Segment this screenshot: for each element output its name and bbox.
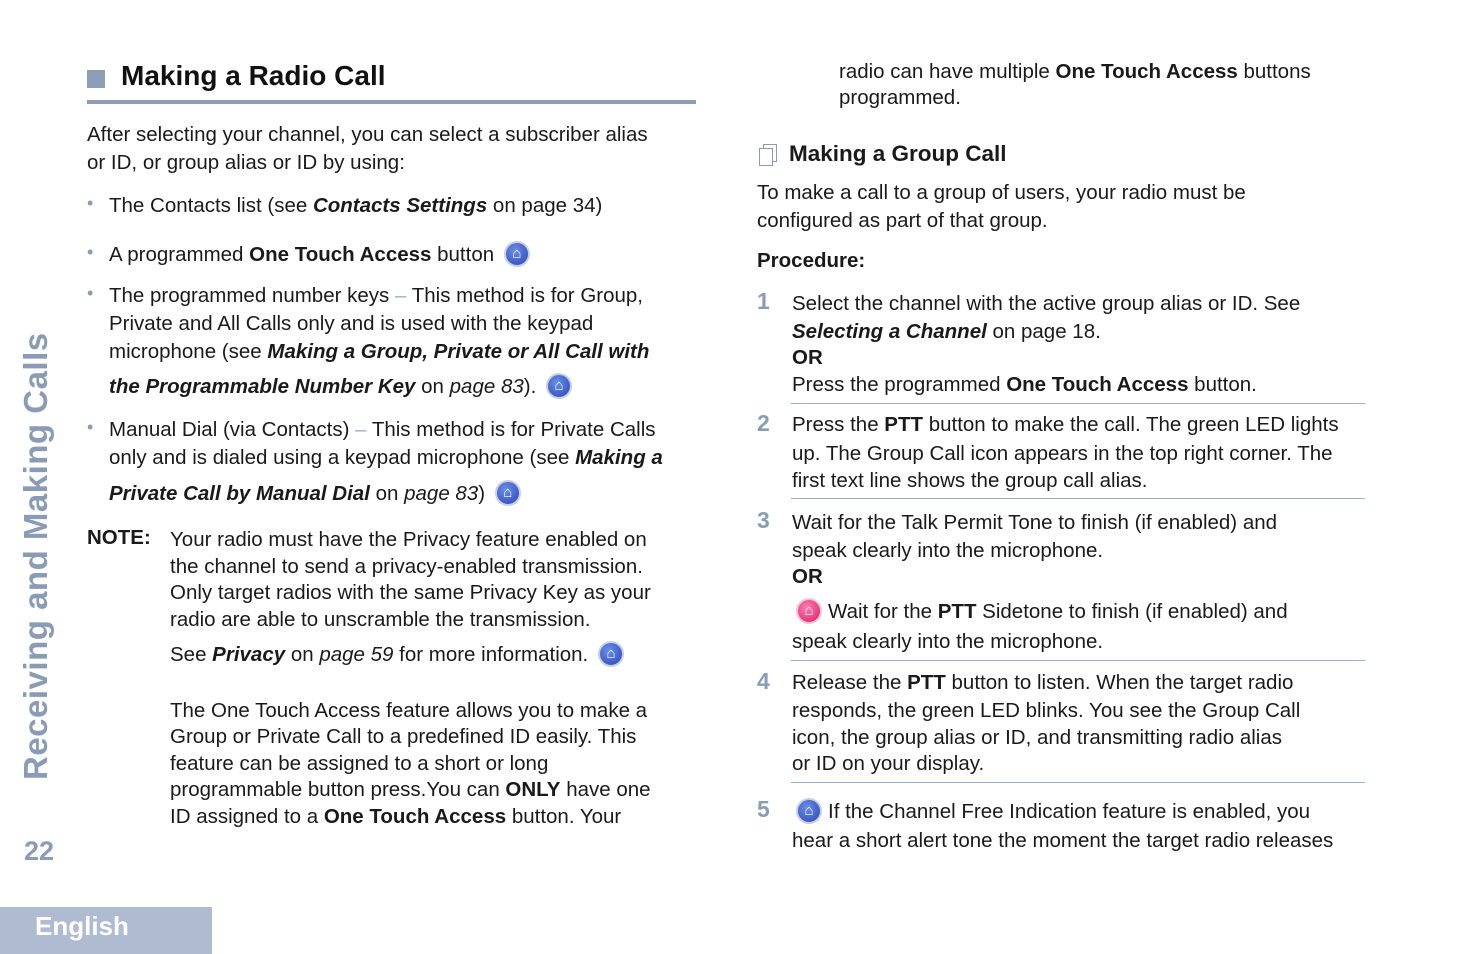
step-divider — [791, 403, 1365, 404]
language-tab: English — [0, 907, 212, 954]
step-4-line — [792, 669, 1293, 697]
step-number: 5 — [757, 796, 770, 822]
bullet-text: button — [431, 243, 495, 266]
feature-button-icon: ⌂ — [546, 373, 572, 399]
bullet-text: ) — [478, 482, 486, 505]
step-divider — [791, 660, 1365, 661]
number-key-link[interactable]: Making a Group, Private or All Call with — [267, 340, 650, 363]
contacts-settings-link[interactable]: Contacts Settings — [312, 194, 488, 217]
step-text: If the Channel Free Indication feature is enabled, you — [828, 800, 1311, 823]
bullet-number-keys-line-4 — [109, 373, 572, 401]
step-2-line: up. The Group Call icon appears in the top right corner. The — [792, 442, 1333, 465]
manual-dial-link[interactable]: Making a — [575, 446, 663, 469]
step-number: 3 — [757, 507, 770, 533]
feature-button-icon: ⌂ — [598, 641, 624, 667]
one-touch-button-icon: ⌂ — [504, 241, 530, 267]
bold-term: ONLY — [505, 778, 561, 801]
step-text: on page 18. — [986, 320, 1101, 343]
bold-term: PTT — [907, 671, 946, 694]
bold-term: One Touch Access — [323, 805, 507, 828]
bullet-icon: • — [87, 242, 94, 262]
bullet-text: Manual Dial (via Contacts) — [109, 418, 356, 441]
step-1-line — [792, 371, 1257, 399]
note-text: programmable button press.You can — [170, 778, 506, 801]
note-label: NOTE: — [87, 526, 151, 549]
group-call-title: Making a Group Call — [789, 141, 1007, 166]
bullet-manual-dial-line-1 — [109, 416, 656, 444]
bullet-text: The Contacts list (see — [109, 194, 313, 217]
bullet-contacts — [109, 192, 602, 220]
note-ota-line: Group or Private Call to a predefined ID easily. This — [170, 725, 637, 748]
chapter-sidebar-title: Receiving and Making Calls — [17, 332, 54, 780]
bullet-text: on — [369, 482, 405, 505]
step-number: 4 — [757, 668, 770, 694]
note-line: Only target radios with the same Privacy Key as your — [170, 581, 651, 604]
note-text: button. Your — [506, 805, 622, 828]
or-label: OR — [792, 565, 823, 588]
bullet-one-touch — [109, 241, 530, 269]
page-reference-link[interactable]: page 83 — [449, 375, 524, 398]
bullet-icon: • — [87, 283, 94, 303]
bullet-text: microphone (see — [109, 340, 268, 363]
note-text: See — [170, 643, 213, 666]
bullet-manual-dial-line-3 — [109, 480, 521, 508]
bullet-text: on page 34) — [487, 194, 603, 217]
document-icon — [757, 144, 779, 168]
group-call-intro-line-2: configured as part of that group. — [757, 209, 1048, 232]
bullet-icon: • — [87, 193, 94, 213]
procedure-label: Procedure: — [757, 249, 866, 272]
step-number: 1 — [757, 288, 770, 314]
step-text: button. — [1188, 373, 1257, 396]
step-3-line: Wait for the Talk Permit Tone to finish (if enabled) and — [792, 511, 1278, 534]
or-label: OR — [792, 346, 823, 369]
step-text: Release the — [792, 671, 908, 694]
bullet-number-keys-line-2: Private and All Calls only and is used with the keypad — [109, 312, 594, 335]
bold-term: One Touch Access — [1055, 60, 1238, 83]
note-text: have one — [560, 778, 651, 801]
section-heading — [87, 58, 696, 104]
step-2-line — [792, 411, 1339, 439]
step-1-line: Select the channel with the active group alias or ID. See — [792, 292, 1301, 315]
dash: – — [394, 284, 407, 307]
bullet-text: This method is for Group, — [406, 284, 644, 307]
note-line: the channel to send a privacy-enabled transmission. — [170, 555, 643, 578]
bullet-text: ). — [523, 375, 537, 398]
bullet-number-keys-line-1 — [109, 282, 643, 310]
bold-term: One Touch Access — [1006, 373, 1189, 396]
step-number: 2 — [757, 410, 770, 436]
note-text: ID assigned to a — [170, 805, 324, 828]
step-4-line: or ID on your display. — [792, 752, 985, 775]
step-3-line: speak clearly into the microphone. — [792, 630, 1104, 653]
step-text: Wait for the — [828, 600, 938, 623]
note-continued-line-2: programmed. — [839, 86, 961, 109]
privacy-link[interactable]: Privacy — [212, 643, 286, 666]
page-reference-link[interactable]: page 83 — [404, 482, 479, 505]
section-square-icon — [87, 70, 105, 88]
step-text: Press the — [792, 413, 885, 436]
note-line: Your radio must have the Privacy feature enabled on — [170, 528, 647, 551]
feature-button-icon: ⌂ — [796, 798, 822, 824]
group-call-intro-line-1: To make a call to a group of users, your radio must be — [757, 181, 1246, 204]
bullet-text: only and is dialed using a keypad microphone (see — [109, 446, 576, 469]
section-title: Making a Radio Call — [121, 60, 386, 91]
note-continued-line-1 — [839, 58, 1311, 86]
step-3-line — [796, 598, 1288, 626]
step-4-line: responds, the green LED blinks. You see the Group Call — [792, 699, 1301, 722]
step-text: Sidetone to finish (if enabled) and — [976, 600, 1288, 623]
manual-dial-link[interactable]: Private Call by Manual Dial — [109, 482, 370, 505]
page-reference-link[interactable]: page 59 — [319, 643, 394, 666]
bullet-manual-dial-line-2 — [109, 444, 663, 472]
sidetone-feature-icon: ⌂ — [796, 598, 822, 624]
note-text: on — [285, 643, 320, 666]
step-1-line — [792, 318, 1101, 346]
step-3-line: speak clearly into the microphone. — [792, 539, 1104, 562]
selecting-channel-link[interactable]: Selecting a Channel — [792, 320, 987, 343]
note-ota-line — [170, 803, 621, 831]
bold-term: PTT — [937, 600, 977, 623]
step-divider — [791, 498, 1365, 499]
bullet-text: A programmed — [109, 243, 250, 266]
bullet-icon: • — [87, 417, 94, 437]
step-4-line: icon, the group alias or ID, and transmitting radio alias — [792, 726, 1282, 749]
note-text: radio can have multiple — [839, 60, 1056, 83]
feature-button-icon: ⌂ — [495, 480, 521, 506]
bullet-text: This method is for Private Calls — [366, 418, 656, 441]
bullet-text: The programmed number keys — [109, 284, 395, 307]
note-text: for more information. — [393, 643, 589, 666]
note-ota-line: feature can be assigned to a short or long — [170, 752, 549, 775]
step-text: button to make the call. The green LED lights — [923, 413, 1339, 436]
step-5-line: hear a short alert tone the moment the target radio releases — [792, 829, 1334, 852]
step-5-line — [796, 798, 1310, 826]
page-number: 22 — [24, 836, 55, 866]
note-line: radio are able to unscramble the transmission. — [170, 608, 591, 631]
bold-term: PTT — [884, 413, 924, 436]
bullet-text: on — [415, 375, 450, 398]
step-2-line: first text line shows the group call alias. — [792, 469, 1148, 492]
intro-line-1: After selecting your channel, you can select a subscriber alias — [87, 123, 648, 146]
note-see-privacy — [170, 641, 624, 669]
note-text: buttons — [1237, 60, 1311, 83]
number-key-link[interactable]: the Programmable Number Key — [109, 375, 416, 398]
bullet-number-keys-line-3 — [109, 338, 649, 366]
intro-line-2: or ID, or group alias or ID by using: — [87, 151, 405, 174]
note-ota-line: The One Touch Access feature allows you to make a — [170, 699, 648, 722]
bold-term: One Touch Access — [249, 243, 432, 266]
step-text: button to listen. When the target radio — [945, 671, 1294, 694]
dash: – — [355, 418, 367, 441]
note-ota-line — [170, 776, 651, 804]
step-text: Press the programmed — [792, 373, 1007, 396]
step-divider — [791, 782, 1365, 783]
